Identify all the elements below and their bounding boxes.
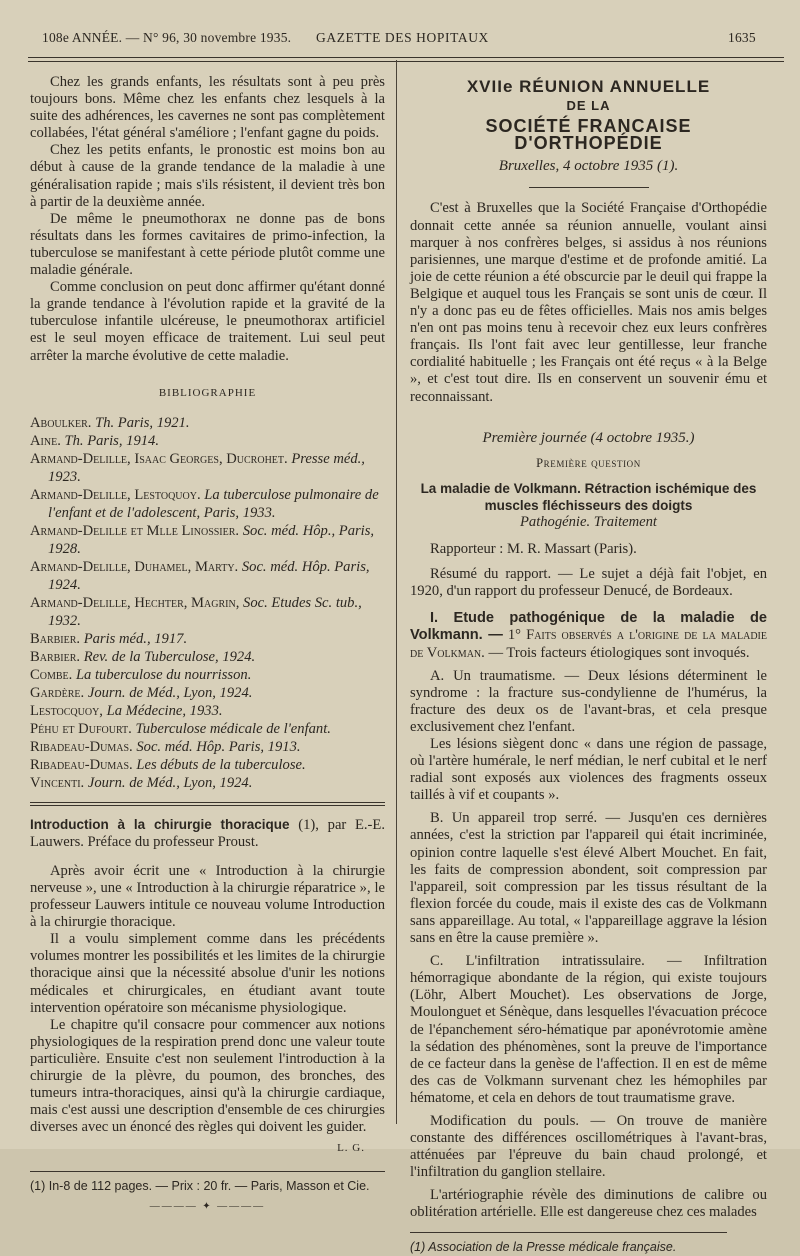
footnote-rule xyxy=(410,1232,727,1233)
bibliography-entry: Ribadeau-Dumas. Soc. méd. Hôp. Paris, 1913. xyxy=(30,738,301,755)
bibliography-entry: Armand-Delille et Mlle Linossier. Soc. méd. Hôp., Paris, 1928. xyxy=(30,522,375,557)
bibliography-entry: Barbier. Rev. de la Tuberculose, 1924. xyxy=(30,648,256,665)
bibliography-entry: Vincenti. Journ. de Méd., Lyon, 1924. xyxy=(30,774,253,791)
bibliography-entry: Armand-Delille, Lestoquoy. La tuberculose pulmonaire de l'enfant et de l'adolescent, Paris, 1933. xyxy=(30,486,379,521)
paragraph: Modification du pouls. — On trouve de manière constante des différences oscillométriques à l'avant-bras, atténuées par l'épreuve du bain chaud prolongé, et l'infiltration du ganglion stellaire. xyxy=(410,1112,767,1181)
review-signature: L. G. xyxy=(337,1142,365,1155)
meeting-place-date: Bruxelles, 4 octobre 1935 (1). xyxy=(498,158,679,175)
bibliography-entry: Combe. La tuberculose du nourrisson. xyxy=(30,666,252,683)
paragraph: Après avoir écrit une « Introduction à la chirurgie nerveuse », une « Introduction à la chirurgie réparatrice », le professeur Lauwers intitule ce nouveau volume Introduction à la chirurgie thoracique. xyxy=(30,862,385,931)
rapporteur-line: Rapporteur : M. R. Massart (Paris). xyxy=(430,541,637,558)
summary-paragraph: Résumé du rapport. — Le sujet a déjà fait l'objet, en 1920, d'un rapport du professeur Denucé, de Bordeaux. xyxy=(410,566,767,600)
society-name: SOCIÉTÉ FRANCAISE D'ORTHOPÉDIE xyxy=(485,116,692,154)
left-column xyxy=(30,74,385,1215)
paragraph: Comme conclusion on peut donc affirmer qu'étant donné la grande tendance à l'évolution rapide et la gravité de la tuberculose infantile ulcéreuse, le pneumothorax artificiel est le seul moyen efficace de traitement. Lui seul peut arrêter la marche évolutive de cette maladie. xyxy=(30,279,385,364)
bibliography-list xyxy=(30,414,385,792)
paragraph: Les lésions siègent donc « dans une région de passage, où l'artère humérale, le nerf médian, le nerf cubital et le nerf radial sont exposés aux violences des fragments osseux taillés à vif et coupants ». xyxy=(410,736,767,804)
header-rule xyxy=(28,57,784,58)
footnote: (1) In-8 de 112 pages. — Prix : 20 fr. — Paris, Masson et Cie. xyxy=(30,1179,370,1194)
ornament: ———— ✦ ———— xyxy=(149,1200,266,1212)
day-heading: Première journée (4 octobre 1935.) xyxy=(482,429,695,446)
divider xyxy=(529,187,649,188)
bibliography-entry: Péhu et Dufourt. Tuberculose médicale de l'enfant. xyxy=(30,720,331,737)
paragraph: Chez les grands enfants, les résultats sont à peu près toujours bons. Même chez les enfants chez lesquels à la suite des adhérences, les cavernes ne sont pas complètement collabées, l'état général s'améliore ; l'enfant gagne du poids. xyxy=(30,74,385,142)
topic-heading: La maladie de Volkmann. Rétraction ischémique des muscles fléchisseurs des doigts xyxy=(420,480,757,513)
bibliography-entry: Armand-Delille, Hechter, Magrin, Soc. Etudes Sc. tub., 1932. xyxy=(30,594,362,629)
bibliography-entry: Armand-Delille, Isaac Georges, Ducrohet. Presse méd., 1923. xyxy=(30,450,365,485)
page-number: 1635 xyxy=(728,30,756,45)
journal-title: GAZETTE DES HOPITAUX xyxy=(316,30,489,45)
paragraph: L'artériographie révèle des diminutions de calibre ou oblitération artérielle. Elle est dangereuse chez ces malades xyxy=(410,1187,767,1221)
paragraph: Chez les petits enfants, le pronostic est moins bon au début à cause de la grande tendance de la maladie à une généralisation rapide ; mais s'ils résistent, il devient très bon à partir de la deuxième année. xyxy=(30,142,385,210)
paragraph: C'est à Bruxelles que la Société Française d'Orthopédie donnait cette année sa réunion annuelle, voulant ainsi marquer à nos confrères belges, si assidus à nos réunions parisiennes, une marque d'estime et de profonde amitié. La joie de cette réunion a été obscurcie par le deuil qui frappe la Belgique et auquel tous les Français se sont unis de cœur. Il n'y a donc pas eu de fêtes officielles. Mais nos amis belges n'en ont pas moins tenu à recevoir chez eux leurs confrères français. Ils l'ont fait avec leur gentillesse, leur franche cordialité habituelle ; les Français ont été reçus « à la Belge », et c'est tout dire. Ils en conservent un souvenir ému et reconnaissant. xyxy=(410,200,767,405)
paragraph: C. L'infiltration intratissulaire. — Infiltration hémorragique abondante de la région, qui existe toujours (Löhr, Albert Mouchet). Les observations de Jorge, Moulonguet et Sénèque, dans lesquelles l'évacuation précoce de l'épanchement séro-hématique par aponévrotomie amène la sédation des phénomènes, sont la preuve de l'importance de ce facteur dans la genèse de l'affection. Il en est de même des cas de Volkmann survenant chez les hémophiles par hématome, et cela en dehors de tout traumatisme grave. xyxy=(410,953,767,1106)
column-separator xyxy=(396,60,397,1124)
bibliography-entry: Aine. Th. Paris, 1914. xyxy=(30,432,159,449)
paragraph: A. Un traumatisme. — Deux lésions déterminent le syndrome : la fracture sus-condylienne de l'humérus, la fracture des deux os de l'avant-bras, et cela presque exclusivement chez l'enfant. xyxy=(410,667,767,735)
bibliography-entry: Gardère. Journ. de Méd., Lyon, 1924. xyxy=(30,684,253,701)
footnote: (1) Association de la Presse médicale française. xyxy=(410,1239,677,1254)
meeting-title: XVIIe RÉUNION ANNUELLE xyxy=(466,77,711,96)
paragraph: B. Un appareil trop serré. — Jusqu'en ces dernières années, c'est la striction par l'appareil qui était incriminée, opinion contre laquelle s'est élevé Albert Mouchet. En fait, les faits de compression abondent, soit compression par l'appareil, soit compression par les tissus résultant de la flexion forcée du coude, mais il existe des cas de Volkmann sans appareillage. Au total, « l'appareillage aggrave la lésion sans en être la cause première ». xyxy=(410,810,767,947)
running-header xyxy=(0,30,800,50)
book-review-heading: Introduction à la chirurgie thoracique (1), par E.-E. Lauwers. Préface du professeur Proust. xyxy=(30,816,385,850)
question-heading: Première question xyxy=(536,455,641,470)
bibliography-entry: Lestocquoy, La Médecine, 1933. xyxy=(30,702,223,719)
meeting-title-de-la: DE LA xyxy=(566,98,611,114)
section-heading: I. Etude pathogénique de la maladie de Volkmann. — 1° Faits observés a l'origine de la maladie de Volkman. — Trois facteurs étiologiques sont invoqués. xyxy=(410,610,767,661)
bibliography-entry: Aboulker. Th. Paris, 1921. xyxy=(30,414,190,431)
paragraph: Le chapitre qu'il consacre pour commencer aux notions physiologiques de la respiration prend donc une valeur toute particulière. Ensuite c'est non seulement l'introduction à la chirurgie de la plèvre, du poumon, des bronches, des tumeurs intra-thoraciques, ainsi qu'à la chirurgie cardiaque, mais c'est aussi une description d'ensemble de ces chirurgies diverses avec un énoncé des règles qui doivent les guider. xyxy=(30,1016,385,1136)
bibliography-entry: Barbier. Paris méd., 1917. xyxy=(30,630,188,647)
paragraph: De même le pneumothorax ne donne pas de bons résultats dans les formes cavitaires de primo-infection, la tuberculose se manifestant à cette période plutôt comme une maladie générale. xyxy=(30,210,385,279)
right-column xyxy=(410,74,767,1256)
bibliography-entry: Ribadeau-Dumas. Les débuts de la tuberculose. xyxy=(30,756,306,773)
bibliography-title: BIBLIOGRAPHIE xyxy=(158,386,257,399)
header-rule-2 xyxy=(28,61,784,62)
section-divider xyxy=(30,802,385,806)
paragraph: Il a voulu simplement comme dans les précédents volumes montrer les possibilités et les limites de la chirurgie thoracique ainsi que la nécessité absolue d'unir les notions médicales et chirurgicales, en étudiant avant toute intervention opératoire son mécanisme physiologique. xyxy=(30,931,385,1016)
issue-info: 108e ANNÉE. — N° 96, 30 novembre 1935. xyxy=(42,30,292,45)
topic-subheading: Pathogénie. Traitement xyxy=(519,513,657,530)
footnote-rule xyxy=(30,1171,385,1172)
bibliography-entry: Armand-Delille, Duhamel, Marty. Soc. méd. Hôp. Paris, 1924. xyxy=(30,558,370,593)
